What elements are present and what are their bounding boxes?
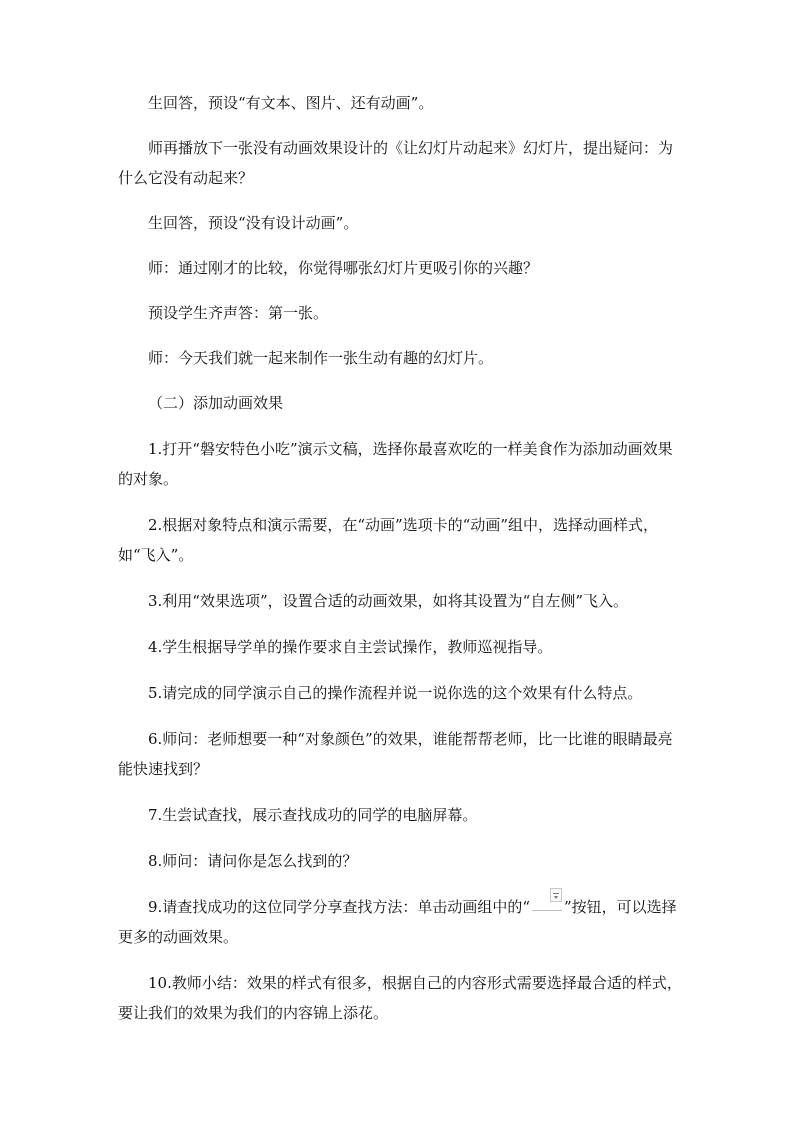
paragraph: 生回答，预设“没有设计动画”。 <box>148 214 359 232</box>
step9-text-after: ”按钮，可以选择更多的动画效果。 <box>118 898 677 946</box>
step-item: 8.师问：请问你是怎么找到的？ <box>148 852 358 870</box>
paragraph: 预设学生齐声答：第一张。 <box>148 304 329 322</box>
document-body <box>118 88 684 1044</box>
step-item: 4.学生根据导学单的操作要求自主尝试操作，教师巡视指导。 <box>148 638 553 656</box>
step-item: 3.利用“效果选项”，设置合适的动画效果，如将其设置为“自左侧”飞入。 <box>148 592 628 610</box>
paragraph: 生回答，预设“有文本、图片、还有动画”。 <box>148 94 434 112</box>
paragraph: 师再播放下一张没有动画效果设计的《让幻灯片动起来》幻灯片，提出疑问：为什么它没有动起来？ <box>118 139 674 187</box>
step-item-10: 10.教师小结：效果的样式有很多，根据自己的内容形式需要选择最合适的样式，要让我们的效果为我们的内容锦上添花。 <box>118 974 682 1022</box>
step9-text-before: 9.请查找成功的这位同学分享查找方法：单击动画组中的“ <box>148 898 530 916</box>
more-animations-dropdown-icon <box>532 894 562 914</box>
paragraph: 师：通过刚才的比较，你觉得哪张幻灯片更吸引你的兴趣？ <box>148 259 539 277</box>
section-heading: （二）添加动画效果 <box>148 394 284 412</box>
paragraph: 师：今天我们就一起来制作一张生动有趣的幻灯片。 <box>148 349 494 367</box>
step-item-9 <box>118 892 684 952</box>
step-item: 1.打开“磐安特色小吃”演示文稿，选择你最喜欢吃的一样美食作为添加动画效果的对象。 <box>118 440 673 488</box>
step-item: 6.师问：老师想要一种“对象颜色”的效果，谁能帮帮老师，比一比谁的眼睛最亮能快速找到？ <box>118 730 673 778</box>
step-item: 7.生尝试查找，展示查找成功的同学的电脑屏幕。 <box>148 806 478 824</box>
step-item: 5.请完成的同学演示自己的操作流程并说一说你选的这个效果有什么特点。 <box>148 684 643 702</box>
step-item: 2.根据对象特点和演示需要，在“动画”选项卡的“动画”组中，选择动画样式，如“飞入”。 <box>118 516 658 564</box>
